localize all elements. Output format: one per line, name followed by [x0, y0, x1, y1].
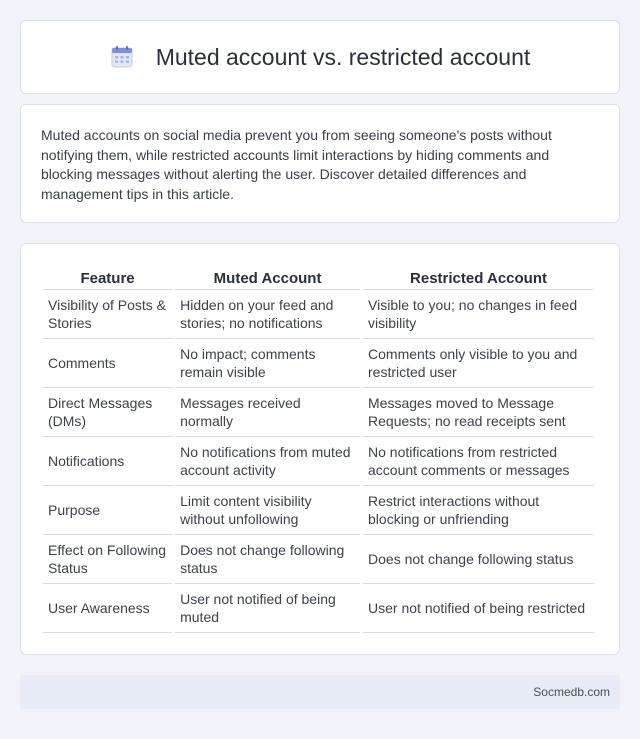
table-cell: Restrict interactions without blocking or unfriending — [363, 486, 594, 535]
table-row — [43, 290, 594, 339]
title-wrap — [110, 44, 531, 71]
table-cell: Visibility of Posts & Stories — [43, 290, 172, 339]
table-cell: Does not change following status — [363, 535, 594, 584]
footer-bar — [20, 675, 620, 709]
table-cell: No notifications from restricted account comments or messages — [363, 437, 594, 486]
table-row — [43, 486, 594, 535]
page-title: Muted account vs. restricted account — [155, 43, 531, 70]
table-cell: No notifications from muted account activity — [175, 437, 360, 486]
table-cell: Messages received normally — [175, 388, 360, 437]
table-cell: Comments only visible to you and restricted user — [363, 339, 594, 388]
table-cell: Effect on Following Status — [43, 535, 172, 584]
table-cell: Notifications — [43, 437, 172, 486]
table-cell: User not notified of being restricted — [363, 584, 594, 633]
table-cell: Direct Messages (DMs) — [43, 388, 172, 437]
column-header-restricted: Restricted Account — [363, 266, 594, 290]
calendar-icon — [110, 45, 134, 69]
table-cell: Limit content visibility without unfollowing — [175, 486, 360, 535]
comparison-table-card — [20, 243, 620, 655]
table-row — [43, 339, 594, 388]
column-header-feature: Feature — [43, 266, 172, 290]
intro-card — [20, 104, 620, 223]
table-cell: User Awareness — [43, 584, 172, 633]
table-row — [43, 437, 594, 486]
table-cell: Does not change following status — [175, 535, 360, 584]
table-cell: Purpose — [43, 486, 172, 535]
table-row — [43, 388, 594, 437]
table-cell: Messages moved to Message Requests; no read receipts sent — [363, 388, 594, 437]
title-card — [20, 20, 620, 94]
footer-site-name: Socmedb.com — [533, 685, 610, 699]
table-cell: No impact; comments remain visible — [175, 339, 360, 388]
table-cell: Hidden on your feed and stories; no notifications — [175, 290, 360, 339]
table-row — [43, 584, 594, 633]
table-header-row — [43, 266, 594, 290]
column-header-muted: Muted Account — [175, 266, 360, 290]
intro-text: Muted accounts on social media prevent you from seeing someone's posts without notifying them, while restricted accounts limit interactions by hiding comments and blocking messages without alerting the user. Discover detailed differences and management tips in this article. — [41, 127, 552, 202]
comparison-table — [40, 266, 597, 633]
table-cell: User not notified of being muted — [175, 584, 360, 633]
table-cell: Visible to you; no changes in feed visibility — [363, 290, 594, 339]
table-row — [43, 535, 594, 584]
table-cell: Comments — [43, 339, 172, 388]
